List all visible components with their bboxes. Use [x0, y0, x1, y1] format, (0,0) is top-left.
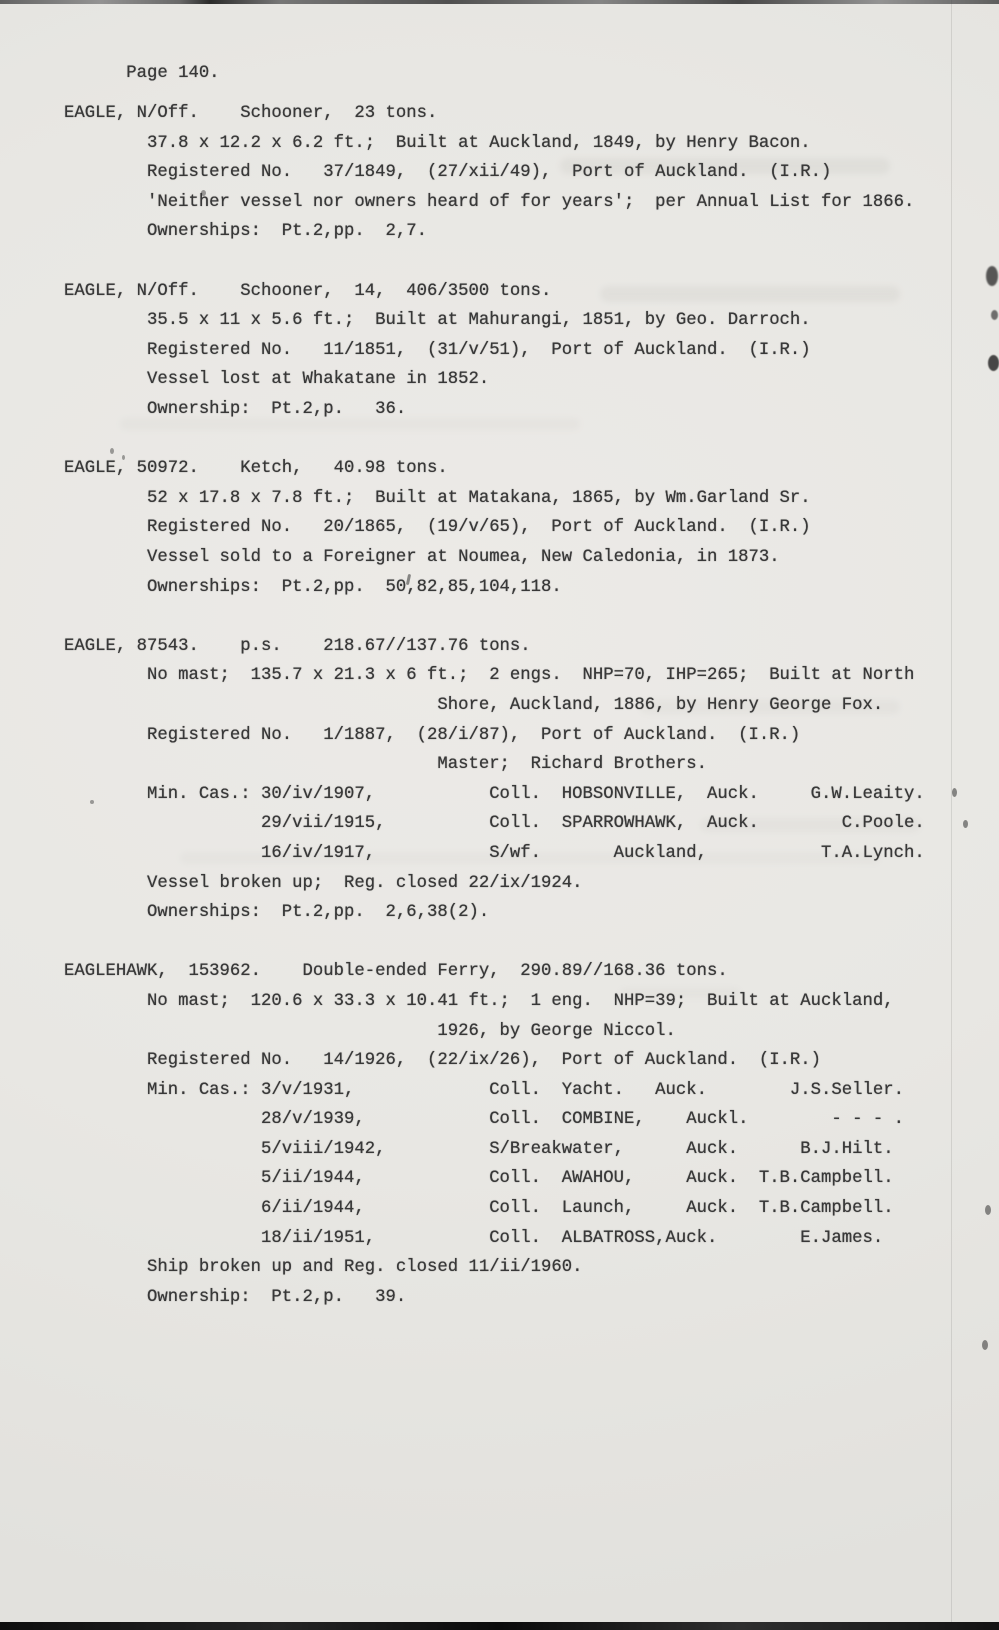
vessel-entry [64, 277, 925, 425]
registry-line: Registered No. 1/1887, (28/i/87), Port of Auckland. (I.R.) [64, 725, 801, 745]
ink-speck [982, 1340, 988, 1350]
registry-line: Vessel lost at Whakatane in 1852. [64, 370, 490, 390]
registry-line: 35.5 x 11 x 5.6 ft.; Built at Mahurangi, 1851, by Geo. Darroch. [64, 311, 811, 331]
page-number: Page 140. [64, 64, 220, 83]
vessel-entry [64, 957, 925, 1312]
registry-line: 37.8 x 12.2 x 6.2 ft.; Built at Auckland, 1849, by Henry Bacon. [64, 133, 811, 153]
scan-edge-bottom [0, 1622, 999, 1630]
ink-speck [952, 788, 957, 797]
registry-line: 52 x 17.8 x 7.8 ft.; Built at Matakana, 1865, by Wm.Garland Sr. [64, 488, 811, 508]
registry-line: EAGLE, N/Off. Schooner, 14, 406/3500 tons. [64, 281, 552, 301]
registry-line: Ownerships: Pt.2,pp. 2,7. [64, 222, 427, 242]
registry-line: Registered No. 11/1851, (31/v/51), Port of Auckland. (I.R.) [64, 340, 811, 360]
scan-edge-top [0, 0, 999, 4]
registry-line: EAGLE, 87543. p.s. 218.67//137.76 tons. [64, 636, 531, 656]
registry-line: Ownerships: Pt.2,pp. 50,82,85,104,118. [64, 577, 562, 597]
registry-line: Ownerships: Pt.2,pp. 2,6,38(2). [64, 903, 490, 923]
scan-fold-line [951, 0, 952, 1630]
registry-line: Registered No. 37/1849, (27/xii/49), Port of Auckland. (I.R.) [64, 163, 832, 183]
registry-line: Ownership: Pt.2,p. 36. [64, 400, 407, 420]
registry-line: Master; Richard Brothers. [64, 755, 707, 775]
registry-line: EAGLEHAWK, 153962. Double-ended Ferry, 290.89//168.36 tons. [64, 962, 728, 982]
registry-line: 1926, by George Niccol. [64, 1021, 676, 1041]
vessel-entry [64, 632, 925, 928]
vessel-entry [64, 99, 925, 247]
registry-line: Registered No. 14/1926, (22/ix/26), Port of Auckland. (I.R.) [64, 1051, 822, 1071]
ink-speck [991, 310, 998, 320]
registry-line: Min. Cas.: 30/iv/1907, Coll. HOBSONVILLE, Auck. G.W.Leaity. [64, 784, 925, 804]
registry-line: 29/vii/1915, Coll. SPARROWHAWK, Auck. C.Poole. [64, 814, 925, 834]
registry-line: 18/ii/1951, Coll. ALBATROSS,Auck. E.James. [64, 1228, 884, 1248]
registry-line: 28/v/1939, Coll. COMBINE, Auckl. - - - . [64, 1110, 905, 1130]
registry-line: Vessel sold to a Foreigner at Noumea, New Caledonia, in 1873. [64, 548, 780, 567]
registry-line: 5/ii/1944, Coll. AWAHOU, Auck. T.B.Campbell. [64, 1169, 894, 1189]
registry-line: Ownership: Pt.2,p. 39. [64, 1287, 407, 1307]
registry-line: EAGLE, N/Off. Schooner, 23 tons. [64, 104, 438, 124]
ink-speck [963, 820, 968, 828]
registry-line: EAGLE, 50972. Ketch, 40.98 tons. [64, 459, 448, 479]
ink-speck [985, 1205, 991, 1215]
registry-line: Registered No. 20/1865, (19/v/65), Port of Auckland. (I.R.) [64, 518, 811, 538]
ink-speck [988, 355, 999, 371]
vessel-entry [64, 454, 925, 602]
registry-line: 6/ii/1944, Coll. Launch, Auck. T.B.Campbell. [64, 1199, 894, 1219]
registry-line: Ship broken up and Reg. closed 11/ii/1960. [64, 1258, 583, 1278]
ink-speck [986, 266, 998, 286]
registry-line: No mast; 135.7 x 21.3 x 6 ft.; 2 engs. NHP=70, IHP=265; Built at North [64, 666, 915, 686]
registry-line: Shore, Auckland, 1886, by Henry George Fox. [64, 695, 884, 715]
registry-line: Min. Cas.: 3/v/1931, Coll. Yacht. Auck. J.S.Seller. [64, 1080, 905, 1100]
registry-text-column [64, 59, 925, 1312]
registry-line: 16/iv/1917, S/wf. Auckland, T.A.Lynch. [64, 843, 925, 863]
registry-line: 5/viii/1942, S/Breakwater, Auck. B.J.Hilt. [64, 1139, 894, 1159]
registry-line: Vessel broken up; Reg. closed 22/ix/1924. [64, 873, 583, 893]
registry-line: 'Neither vessel nor owners heard of for years'; per Annual List for 1866. [64, 192, 915, 212]
registry-line: No mast; 120.6 x 33.3 x 10.41 ft.; 1 eng. NHP=39; Built at Auckland, [64, 991, 894, 1011]
